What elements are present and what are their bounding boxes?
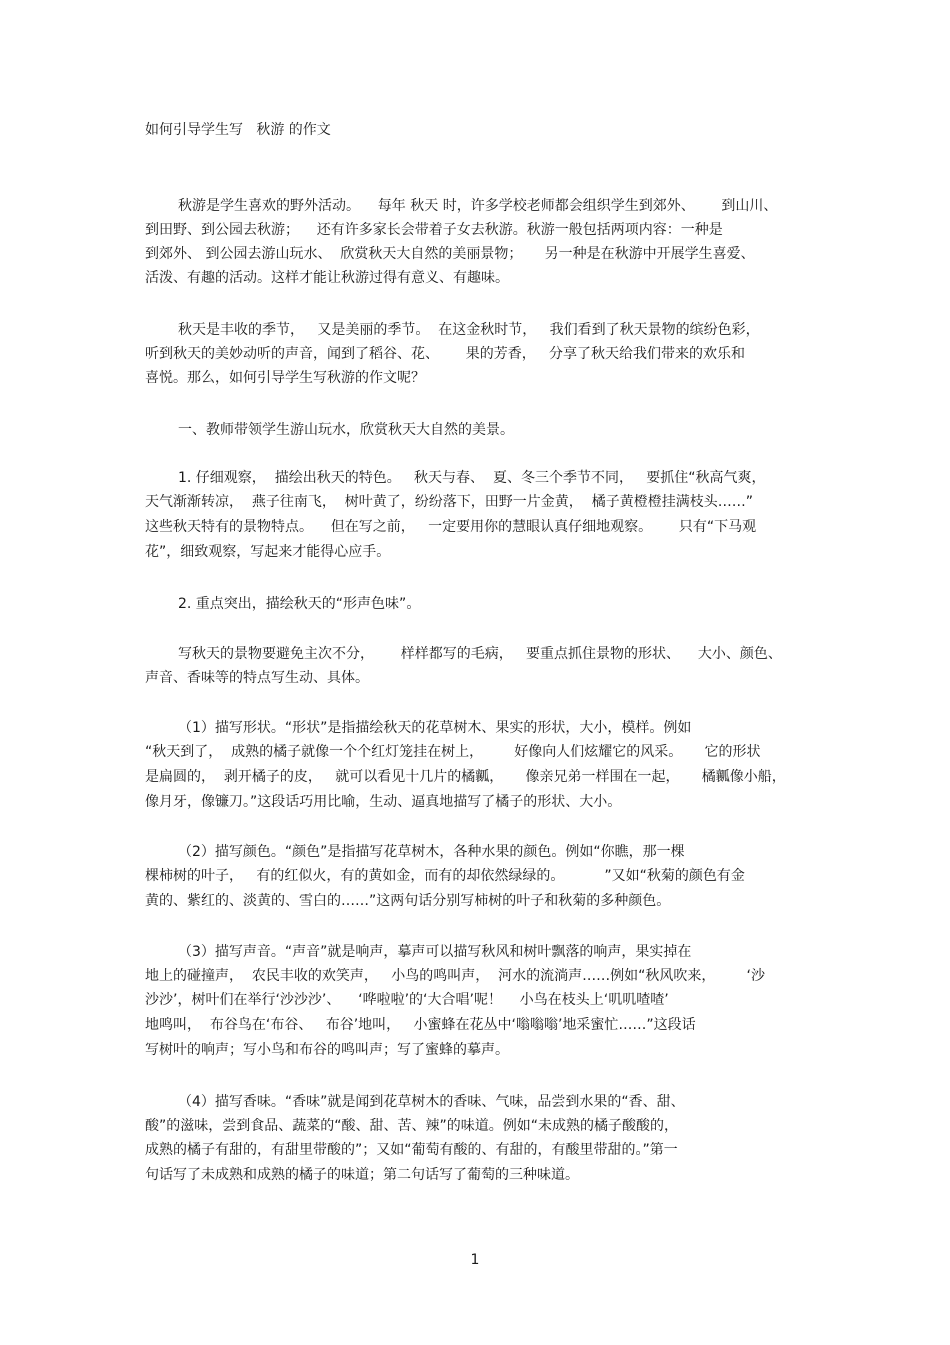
paragraph-8-line-3: 黄的、紫红的、淡黄的、雪白的……”这两句话分别写柿树的叶子和秋菊的多种颜色。: [145, 893, 671, 909]
section-heading-1: 一、教师带领学生游山玩水，欣赏秋天大自然的美景。: [178, 422, 514, 438]
paragraph-4-line-1: 1. 仔细观察， 描绘出秋天的特色。 秋天与春、 夏、冬三个季节不同， 要抓住“秋高气爽，: [178, 470, 766, 486]
paragraph-1-line-2: 到田野、到公园去秋游； 还有许多家长会带着子女去秋游。秋游一般包括两项内容：一种是: [145, 222, 723, 238]
paragraph-1-line-1: 秋游是学生喜欢的野外活动。 每年 秋天 时，许多学校老师都会组织学生到郊外、 到山川、: [178, 198, 778, 214]
paragraph-9-line-1: （3）描写声音。“声音”就是响声，摹声可以描写秋风和树叶飘落的响声，果实掉在: [178, 944, 692, 960]
paragraph-6-line-2: 声音、香味等的特点写生动、具体。: [145, 670, 369, 686]
paragraph-4-line-3: 这些秋天特有的景物特点。 但在写之前， 一定要用你的慧眼认真仔细地观察。 只有“下马观: [145, 519, 757, 535]
paragraph-7-line-4: 像月牙，像镰刀。”这段话巧用比喻，生动、逼真地描写了橘子的形状、大小。: [145, 794, 622, 810]
paragraph-7-line-1: （1）描写形状。“形状”是指描绘秋天的花草树木、果实的形状，大小，模样。例如: [178, 720, 692, 736]
document-title: 如何引导学生写 秋游 的作文: [145, 122, 331, 138]
paragraph-10-line-2: 酸”的滋味，尝到食品、蔬菜的“酸、甜、苦、辣”的味道。例如“未成熟的橘子酸酸的，: [145, 1118, 679, 1134]
page-number: 1: [470, 1252, 480, 1268]
paragraph-6-line-1: 写秋天的景物要避免主次不分， 样样都写的毛病， 要重点抓住景物的形状、 大小、颜色、: [178, 646, 782, 662]
paragraph-4-line-4: 花”，细致观察，写起来才能得心应手。: [145, 544, 391, 560]
paragraph-9-line-3: 沙沙’，树叶们在举行‘沙沙沙’、 ‘哗啦啦’的‘大合唱’呢！ 小鸟在枝头上‘叽叽喳喳’: [145, 992, 669, 1008]
paragraph-2-line-1: 秋天是丰收的季节， 又是美丽的季节。 在这金秋时节， 我们看到了秋天景物的缤纷色彩，: [178, 322, 760, 338]
paragraph-2-line-3: 喜悦。那么，如何引导学生写秋游的作文呢？: [145, 370, 425, 386]
paragraph-10-line-1: （4）描写香味。“香味”就是闻到花草树木的香味、气味，品尝到水果的“香、甜、: [178, 1094, 685, 1110]
paragraph-10-line-4: 句话写了未成熟和成熟的橘子的味道；第二句话写了葡萄的三种味道。: [145, 1167, 579, 1183]
paragraph-1-line-3: 到郊外、 到公园去游山玩水、 欣赏秋天大自然的美丽景物； 另一种是在秋游中开展学生喜爱、: [145, 246, 755, 262]
paragraph-9-line-5: 写树叶的响声；写小鸟和布谷的鸣叫声；写了蜜蜂的摹声。: [145, 1042, 509, 1058]
paragraph-2-line-2: 听到秋天的美妙动听的声音，闻到了稻谷、花、 果的芳香， 分享了秋天给我们带来的欢乐和: [145, 346, 746, 362]
paragraph-7-line-2: “秋天到了， 成熟的橘子就像一个个红灯笼挂在树上， 好像向人们炫耀它的风采。 它的形状: [145, 744, 761, 760]
paragraph-10-line-3: 成熟的橘子有甜的，有甜里带酸的”；又如“葡萄有酸的、有甜的，有酸里带甜的。”第一: [145, 1142, 678, 1158]
paragraph-9-line-4: 地鸣叫， 布谷鸟在‘布谷、 布谷’地叫， 小蜜蜂在花丛中‘嗡嗡嗡’地采蜜忙……”这段话: [145, 1017, 696, 1033]
paragraph-4-line-2: 天气渐渐转凉， 燕子往南飞， 树叶黄了，纷纷落下，田野一片金黄， 橘子黄橙橙挂满枝头……”: [145, 494, 753, 510]
paragraph-7-line-3: 是扁圆的， 剥开橘子的皮， 就可以看见十几片的橘瓤， 像亲兄弟一样围在一起， 橘瓤像小船，: [145, 769, 786, 785]
subheading-2: 2. 重点突出，描绘秋天的“形声色味”。: [178, 596, 421, 612]
paragraph-8-line-2: 棵柿树的叶子， 有的红似火，有的黄如金，而有的却依然绿绿的。 ”又如“秋菊的颜色有金: [145, 868, 745, 884]
paragraph-8-line-1: （2）描写颜色。“颜色”是指描写花草树木，各种水果的颜色。例如“你瞧，那一棵: [178, 844, 685, 860]
paragraph-1-line-4: 活泼、有趣的活动。这样才能让秋游过得有意义、有趣味。: [145, 270, 509, 286]
paragraph-9-line-2: 地上的碰撞声， 农民丰收的欢笑声， 小鸟的鸣叫声， 河水的流淌声……例如“秋风吹来， ‘沙: [145, 968, 766, 984]
